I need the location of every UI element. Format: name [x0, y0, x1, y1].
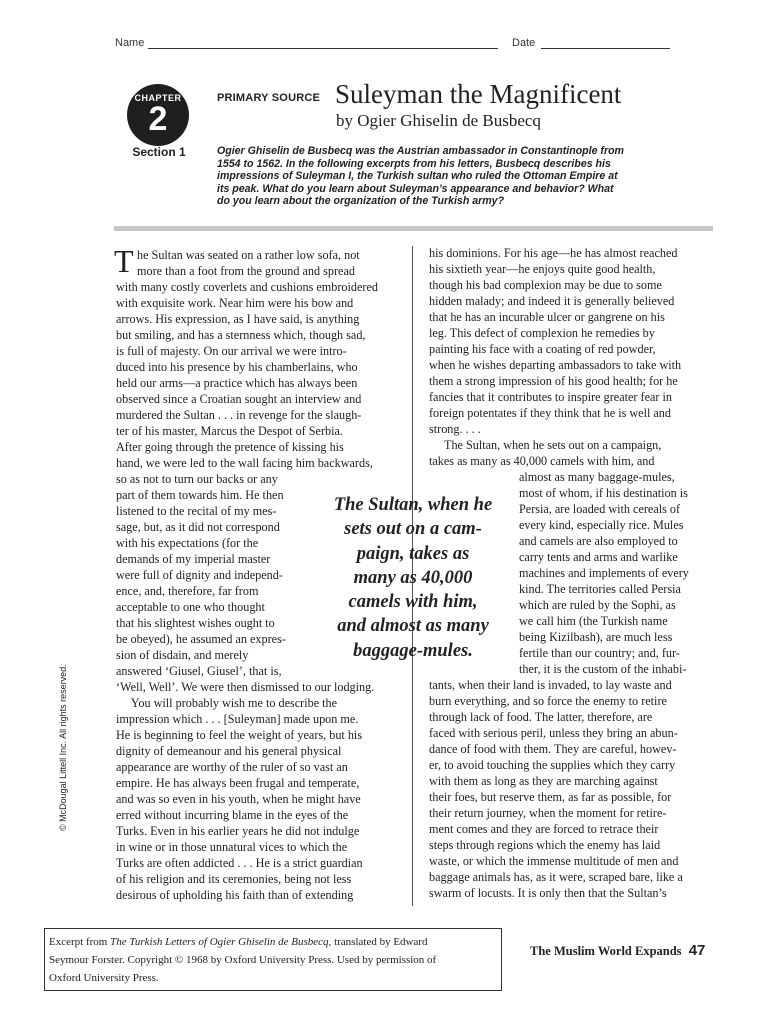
page-number: 47 — [688, 942, 706, 959]
text-line: swarm of locusts. It is only then that the Sultan’s — [429, 886, 667, 900]
intro-line: impressions of Suleyman I, the Turkish sultan who ruled the Ottoman Empire at — [217, 170, 618, 183]
text-line: that he has an incurable ulcer or gangrene on his — [429, 310, 665, 324]
copyright-notice: © McDougal Littell Inc. All rights reserved. — [58, 664, 68, 831]
text-line: steps through regions which the enemy has laid — [429, 838, 661, 852]
drop-cap: T — [114, 243, 134, 279]
pull-quote — [318, 493, 508, 663]
intro-line: 1554 to 1562. In the following excerpts from his letters, Busbecq describes his — [217, 157, 611, 170]
name-field-line — [148, 48, 498, 49]
text-line: ter of his master, Marcus the Despot of Serbia. — [116, 424, 343, 438]
text-line: demands of my imperial master — [116, 552, 271, 566]
book-title: The Turkish Letters of Ogier Ghiselin de Busbecq, — [110, 936, 332, 948]
text-line: leg. This defect of complexion he remedies by — [429, 326, 655, 340]
heading-divider — [114, 226, 713, 231]
text-line: he Sultan was seated on a rather low sofa, not — [137, 248, 360, 262]
right-column-bottom — [429, 677, 714, 901]
page-footer — [530, 942, 705, 959]
text-line: is full of majesty. On our arrival we were intro- — [116, 344, 347, 358]
text-line: in wine or in those unnatural vices to which the — [116, 840, 348, 854]
citation-suffix: translated by Edward — [331, 936, 428, 948]
intro-line: its peak. What do you learn about Suleyman’s appearance and behavior? What — [217, 182, 614, 195]
text-line: acceptable to one who thought — [116, 600, 265, 614]
text-line: The Sultan, when he sets out on a campaign, — [429, 438, 662, 452]
section-label: Section 1 — [132, 145, 186, 159]
pull-quote-line: paign, takes as — [356, 543, 470, 564]
text-line: murdered the Sultan . . . in revenge for the slaugh- — [116, 408, 362, 422]
text-line: every kind, especially rice. Mules — [519, 518, 684, 532]
text-line: ‘Well, Well’. We were then dismissed to our lodging. — [116, 680, 375, 694]
pull-quote-line: many as 40,000 — [353, 567, 473, 588]
text-line: answered ‘Giusel, Giusel’, that is, — [116, 664, 282, 678]
citation-box — [44, 928, 502, 991]
citation-prefix: Excerpt from — [49, 936, 111, 948]
text-line: dance of food with them. They are careful, howev- — [429, 742, 677, 756]
chapter-badge — [127, 84, 189, 146]
intro-line: do you learn about the organization of the Turkish army? — [217, 195, 505, 208]
text-line: baggage animals has, as it were, scraped bare, like a — [429, 870, 683, 884]
text-line: tants, when their land is invaded, to lay waste and — [429, 678, 672, 692]
intro-line: Ogier Ghiselin de Busbecq was the Austrian ambassador in Constantinople from — [217, 145, 624, 157]
text-line: we call him (the Turkish name — [519, 614, 668, 628]
text-line: which are ruled by the Sophi, as — [519, 598, 676, 612]
text-line: sion of disdain, and merely — [116, 648, 249, 662]
text-line: After going through the pretence of kissing his — [116, 440, 344, 454]
pull-quote-line: and almost as many — [337, 616, 489, 637]
right-column-narrow — [519, 469, 714, 677]
citation-line: Seymour Forster. Copyright © 1968 by Oxford University Press. Used by permission of — [49, 954, 437, 966]
text-line: carry tents and arms and warlike — [519, 550, 678, 564]
text-line: and camels are also employed to — [519, 534, 678, 548]
text-line: his dominions. For his age—he has almost reached — [429, 246, 678, 260]
text-line: be obeyed), he assumed an expres- — [116, 632, 286, 646]
text-line: that his slightest wishes ought to — [116, 616, 275, 630]
text-line: duced into his presence by his chamberlains, who — [116, 360, 358, 374]
text-line: He is beginning to feel the weight of years, but his — [116, 728, 363, 742]
text-line: appearance are worthy of the ruler of so vast an — [116, 760, 348, 774]
text-line: Turks are often addicted . . . He is a strict guardian — [116, 856, 363, 870]
text-line: were full of dignity and independ- — [116, 568, 283, 582]
text-line: Persia, are loaded with cereals of — [519, 502, 681, 516]
text-line: empire. He has always been frugal and temperate, — [116, 776, 360, 790]
text-line: waste, or which the immense multitude of men and — [429, 854, 679, 868]
text-line: hand, we were led to the wall facing him backwards, — [116, 456, 373, 470]
text-line: desirous of upholding his faith than of extending — [116, 888, 354, 902]
text-line: with many costly coverlets and cushions embroidered — [116, 280, 378, 294]
text-line: with them as long as they are marching against — [429, 774, 658, 788]
text-line: takes as many as 40,000 camels with him, and — [429, 454, 655, 468]
date-label: Date — [512, 37, 536, 49]
text-line: part of them towards him. He then — [116, 488, 284, 502]
text-line: with exquisite work. Near him were his bow and — [116, 296, 354, 310]
text-line: held our arms—a practice which has always been — [116, 376, 358, 390]
pull-quote-line: baggage-mules. — [353, 640, 473, 661]
citation-line: Oxford University Press. — [49, 972, 159, 984]
text-line: being Kizilbash), are much less — [519, 630, 673, 644]
text-line: ence, and, therefore, far from — [116, 584, 259, 598]
text-line: arrows. His expression, as I have said, is anything — [116, 312, 360, 326]
text-line: faced with serious peril, unless they bring an abun- — [429, 726, 678, 740]
text-line: their foes, but reserve them, as far as possible, for — [429, 790, 672, 804]
text-line: observed since a Croatian sought an interview and — [116, 392, 362, 406]
text-line: fancies that it contributes to inspire greater fear in — [429, 390, 672, 404]
text-line: of his religion and its ceremonies, being not less — [116, 872, 352, 886]
text-line: listened to the recital of my mes- — [116, 504, 277, 518]
citation-line — [49, 933, 501, 951]
text-line: though his bad complexion may be due to some — [429, 278, 662, 292]
pull-quote-line: The Sultan, when he — [333, 495, 493, 515]
intro-paragraph — [217, 145, 627, 208]
byline: by Ogier Ghiselin de Busbecq — [336, 111, 541, 130]
pull-quote-line: sets out on a cam- — [344, 519, 482, 540]
text-line: strong. . . . — [429, 422, 481, 436]
text-line: impression which . . . [Suleyman] made upon me. — [116, 712, 359, 726]
text-line: almost as many baggage-mules, — [519, 470, 675, 484]
text-line: his sixtieth year—he enjoys quite good health, — [429, 262, 656, 276]
text-line: when he wishes departing ambassadors to take with — [429, 358, 682, 372]
unit-title: The Muslim World Expands — [530, 944, 682, 958]
text-line: painting his face with a coating of red powder, — [429, 342, 656, 356]
text-line: er, to avoid touching the supplies which they carry — [429, 758, 676, 772]
text-line: fertile than our country; and, fur- — [519, 646, 680, 660]
text-line: their return journey, when the moment for retire- — [429, 806, 667, 820]
text-line: Turks. Even in his earlier years he did not indulge — [116, 824, 360, 838]
text-line: hidden malady; and indeed it is generally believed — [429, 294, 675, 308]
text-line: foreign potentates if they think that he is well and — [429, 406, 671, 420]
text-line: erred without incurring blame in the eyes of the — [116, 808, 349, 822]
text-line: most of whom, if his destination is — [519, 486, 688, 500]
pull-quote-line: camels with him, — [348, 592, 478, 613]
text-line: but smiling, and has a sternness which, though sad, — [116, 328, 366, 342]
right-column-top — [429, 245, 714, 469]
chapter-label: CHAPTER — [134, 93, 182, 103]
text-line: You will probably wish me to describe the — [116, 696, 338, 710]
source-label: PRIMARY SOURCE — [217, 92, 321, 104]
date-field-line — [541, 48, 670, 49]
name-label: Name — [115, 37, 145, 49]
text-line: ther, it is the custom of the inhabi- — [519, 662, 687, 676]
text-line: kind. The territories called Persia — [519, 582, 681, 596]
text-line: more than a foot from the ground and spread — [137, 264, 355, 278]
text-line: machines and implements of every — [519, 566, 689, 580]
text-line: and was so even in his youth, when he might have — [116, 792, 361, 806]
text-line: them a strong impression of his good health; for he — [429, 374, 678, 388]
text-line: ment comes and they are forced to retrace their — [429, 822, 659, 836]
page-title: Suleyman the Magnificent — [335, 79, 622, 109]
text-line: with his expectations (for the — [116, 536, 259, 550]
text-line: dignity of demeanour and his general physical — [116, 744, 342, 758]
text-line: through lack of food. The latter, therefore, are — [429, 710, 653, 724]
chapter-number: 2 — [148, 100, 168, 138]
text-line: burn everything, and so force the enemy to retire — [429, 694, 667, 708]
text-line: so as not to turn our backs or any — [116, 472, 278, 486]
text-line: sage, but, as it did not correspond — [116, 520, 280, 534]
